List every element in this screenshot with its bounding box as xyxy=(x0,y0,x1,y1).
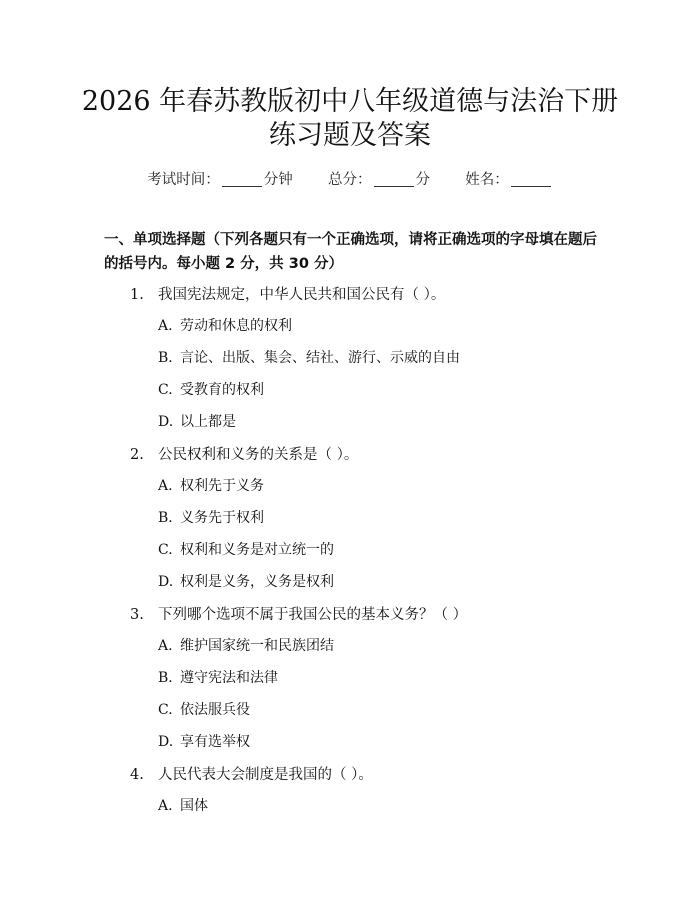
option-letter: C. xyxy=(158,702,173,718)
exam-time-unit: 分钟 xyxy=(263,172,293,188)
document-title-line-2: 练习题及答案 xyxy=(269,120,431,151)
option-letter: B. xyxy=(158,670,173,686)
document-title-line-1: 2026 年春苏教版初中八年级道德与法治下册 xyxy=(81,86,619,117)
student-name-label: 姓名： xyxy=(465,172,509,188)
option-1a xyxy=(158,315,292,335)
option-2c xyxy=(158,539,334,559)
option-letter: C. xyxy=(158,382,173,398)
question-2 xyxy=(130,443,358,464)
option-3c xyxy=(158,699,250,719)
total-score-blank xyxy=(374,172,414,187)
option-letter: A. xyxy=(158,638,173,654)
exam-time-label: 考试时间： xyxy=(147,172,220,188)
option-3b xyxy=(158,667,278,687)
option-letter: B. xyxy=(158,510,173,526)
exam-info-line xyxy=(0,168,700,189)
option-letter: A. xyxy=(158,478,173,494)
option-3d xyxy=(158,731,250,751)
option-3a xyxy=(158,635,334,655)
exam-time-blank xyxy=(222,172,262,187)
question-number: 3. xyxy=(130,607,144,623)
option-text: 权利先于义务 xyxy=(180,478,264,494)
section-heading: 一、单项选择题（下列各题只有一个正确选项，请将正确选项的字母填在题后的括号内。每小题 2 分，共 30 分） xyxy=(104,232,597,272)
option-2d xyxy=(158,571,334,591)
question-text: 公民权利和义务的关系是（ ）。 xyxy=(158,447,359,463)
option-letter: C. xyxy=(158,542,173,558)
option-text: 遵守宪法和法律 xyxy=(180,670,278,686)
option-text: 维护国家统一和民族团结 xyxy=(180,638,334,654)
option-letter: A. xyxy=(158,318,173,334)
option-text: 国体 xyxy=(180,798,208,814)
question-number: 4. xyxy=(130,767,144,783)
question-1 xyxy=(130,283,445,304)
question-4 xyxy=(130,763,373,784)
option-letter: D. xyxy=(158,734,174,750)
option-text: 受教育的权利 xyxy=(180,382,264,398)
question-number: 1. xyxy=(130,287,144,303)
question-3 xyxy=(130,603,467,624)
option-text: 权利和义务是对立统一的 xyxy=(180,542,334,558)
option-text: 以上都是 xyxy=(180,414,236,430)
option-letter: D. xyxy=(158,574,174,590)
option-2b xyxy=(158,507,264,527)
option-letter: A. xyxy=(158,798,173,814)
question-text: 下列哪个选项不属于我国公民的基本义务？（ ） xyxy=(158,607,468,623)
option-2a xyxy=(158,475,264,495)
option-text: 权利是义务，义务是权利 xyxy=(180,574,334,590)
option-text: 言论、出版、集会、结社、游行、示威的自由 xyxy=(180,350,460,366)
option-text: 义务先于权利 xyxy=(180,510,264,526)
option-letter: D. xyxy=(158,414,174,430)
option-4a xyxy=(158,795,208,815)
option-1b xyxy=(158,347,460,367)
option-text: 依法服兵役 xyxy=(180,702,250,718)
student-name-blank xyxy=(511,172,551,187)
option-text: 享有选举权 xyxy=(180,734,250,750)
option-letter: B. xyxy=(158,350,173,366)
option-1d xyxy=(158,411,236,431)
total-score-unit: 分 xyxy=(415,172,430,188)
question-number: 2. xyxy=(130,447,144,463)
total-score-label: 总分： xyxy=(328,172,372,188)
question-text: 我国宪法规定，中华人民共和国公民有（ ）。 xyxy=(158,287,446,303)
option-1c xyxy=(158,379,264,399)
question-text: 人民代表大会制度是我国的（ ）。 xyxy=(158,767,373,783)
option-text: 劳动和休息的权利 xyxy=(180,318,292,334)
